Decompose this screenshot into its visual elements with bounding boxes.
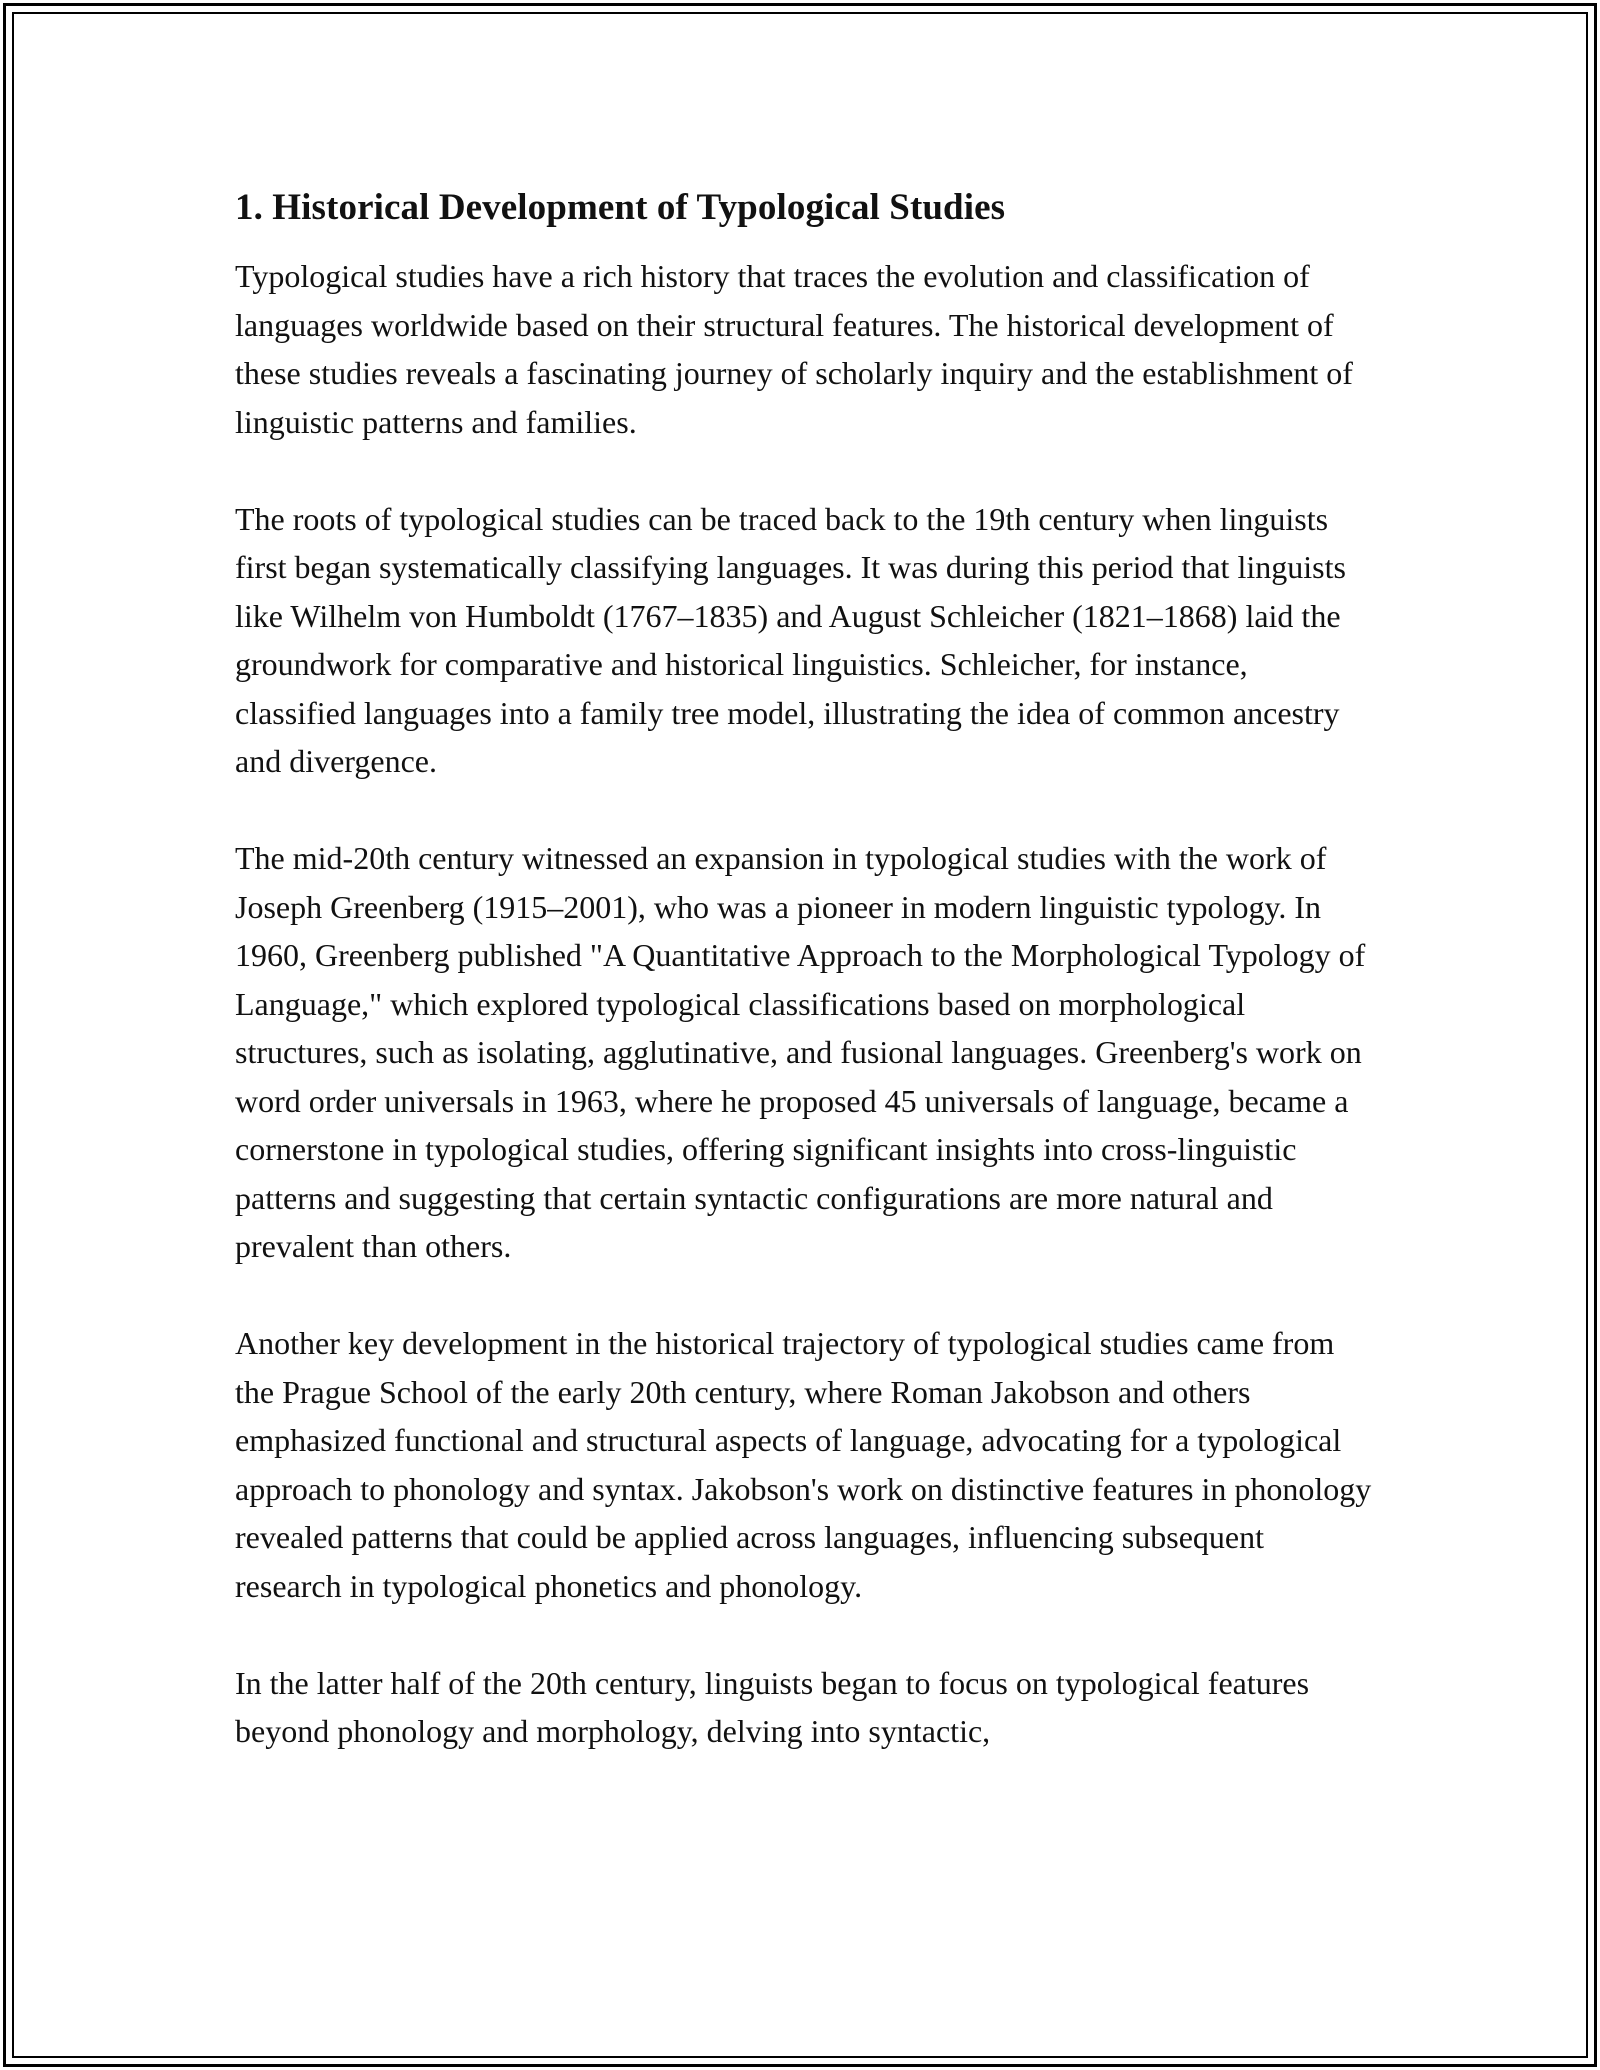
document-body [235, 184, 1375, 1804]
paragraph-greenberg: The mid-20th century witnessed an expansion in typological studies with the work of Joseph Greenberg (1915–2001), who was a pioneer in modern linguistic typology. In 1960, Greenberg published "A Quantitative Approach to the Morphological Typology of Language," which explored typological classifications based on morphological structures, such as isolating, agglutinative, and fusional languages. Greenberg's work on word order universals in 1963, where he proposed 45 universals of language, became a cornerstone in typological studies, offering significant insights into cross-linguistic patterns and suggesting that certain syntactic configurations are more natural and prevalent than others. [235, 840, 1366, 1265]
paragraph-intro: Typological studies have a rich history that traces the evolution and classification of languages worldwide based on their structural features. The historical development of these studies reveals a fascinating journey of scholarly inquiry and the establishment of linguistic patterns and families. [235, 258, 1353, 440]
paragraph-prague-school: Another key development in the historical trajectory of typological studies came from the Prague School of the early 20th century, where Roman Jakobson and others emphasized functional and structural aspects of language, advocating for a typological approach to phonology and syntax. Jakobson's work on distinctive features in phonology revealed patterns that could be applied across languages, influencing subsequent research in typological phonetics and phonology. [235, 1325, 1372, 1604]
paragraph-latter-half: In the latter half of the 20th century, linguists began to focus on typological features beyond phonology and morphology, delving into syntactic, [235, 1664, 1310, 1750]
section-heading: 1. Historical Development of Typological Studies [235, 187, 1006, 228]
paragraph-19th-century: The roots of typological studies can be traced back to the 19th century when linguists first began systematically classifying languages. It was during this period that linguists like Wilhelm von Humboldt (1767–1835) and August Schleicher (1821–1868) laid the groundwork for comparative and historical linguistics. Schleicher, for instance, classified languages into a family tree model, illustrating the idea of common ancestry and divergence. [235, 500, 1346, 780]
